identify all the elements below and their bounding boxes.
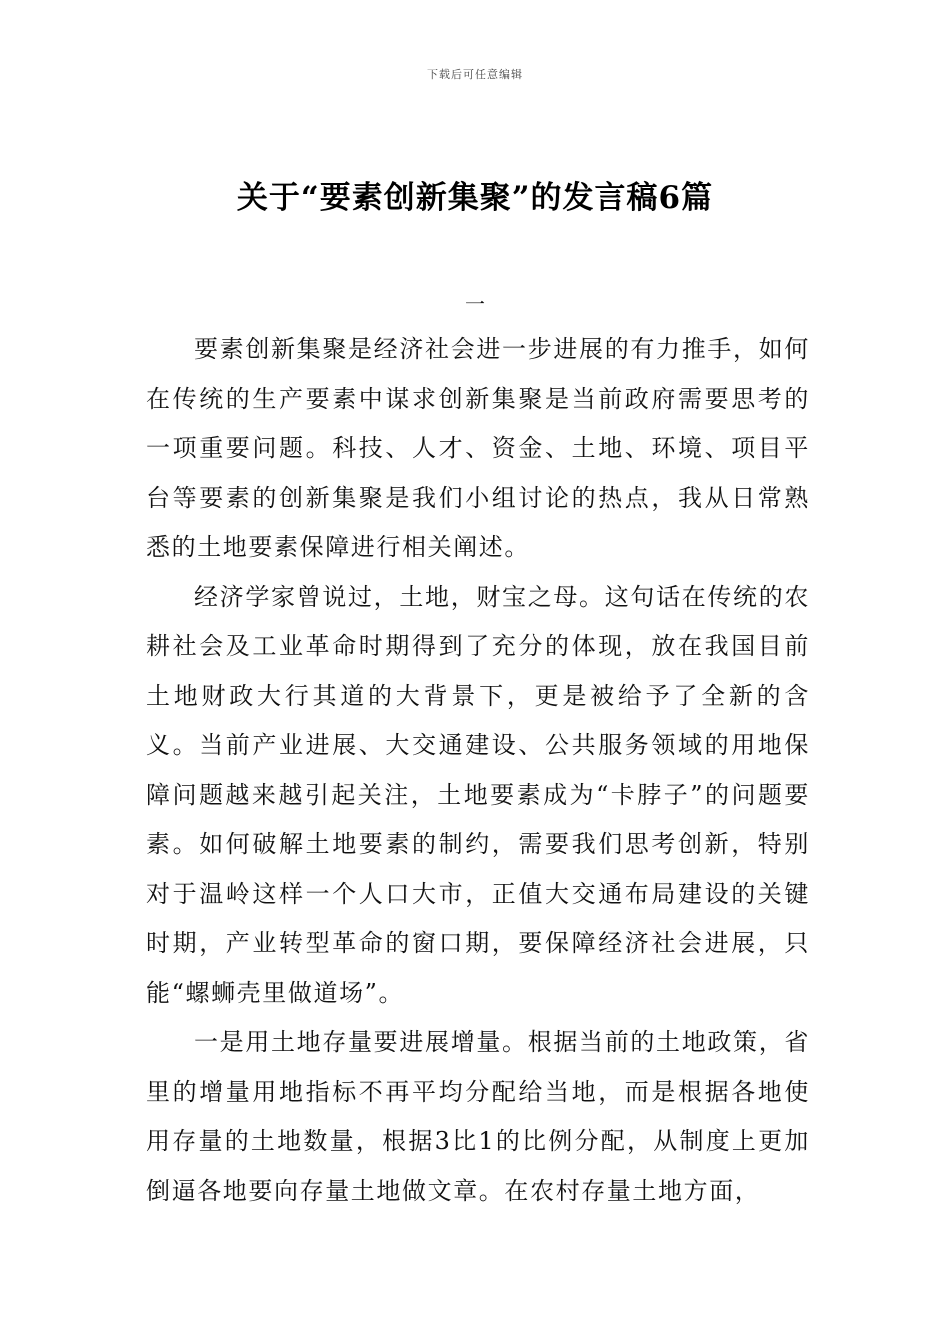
paragraph: 经济学家曾说过，土地，财宝之母。这句话在传统的农耕社会及工业革命时期得到了充分的体现，放在我国目前土地财政大行其道的大背景下，更是被给予了全新的含义。当前产业进展、大交通建设、公共服务领域的用地保障问题越来越引起关注，土地要素成为“卡脖子”的问题要素。如何破解土地要素的制约，需要我们思考创新，特别对于温岭这样一个人口大市，正值大交通布局建设的关键时期，产业转型革命的窗口期，要保障经济社会进展，只能“螺蛳壳里做道场”。 xyxy=(146,582,810,1007)
section-number: 一 xyxy=(465,292,485,316)
document-title: 关于“要素创新集聚”的发言稿6篇 xyxy=(236,180,714,216)
document-body xyxy=(146,325,810,1216)
paragraph: 要素创新集聚是经济社会进一步进展的有力推手，如何在传统的生产要素中谋求创新集聚是当前政府需要思考的一项重要问题。科技、人才、资金、土地、环境、项目平台等要素的创新集聚是我们小组讨论的热点，我从日常熟悉的土地要素保障进行相关阐述。 xyxy=(146,335,810,561)
paragraph: 一是用土地存量要进展增量。根据当前的土地政策，省里的增量用地指标不再平均分配给当地，而是根据各地使用存量的土地数量，根据3比1的比例分配，从制度上更加倒逼各地要向存量土地做文章。在农村存量土地方面， xyxy=(146,1028,810,1205)
header-note: 下载后可任意编辑 xyxy=(427,68,523,81)
